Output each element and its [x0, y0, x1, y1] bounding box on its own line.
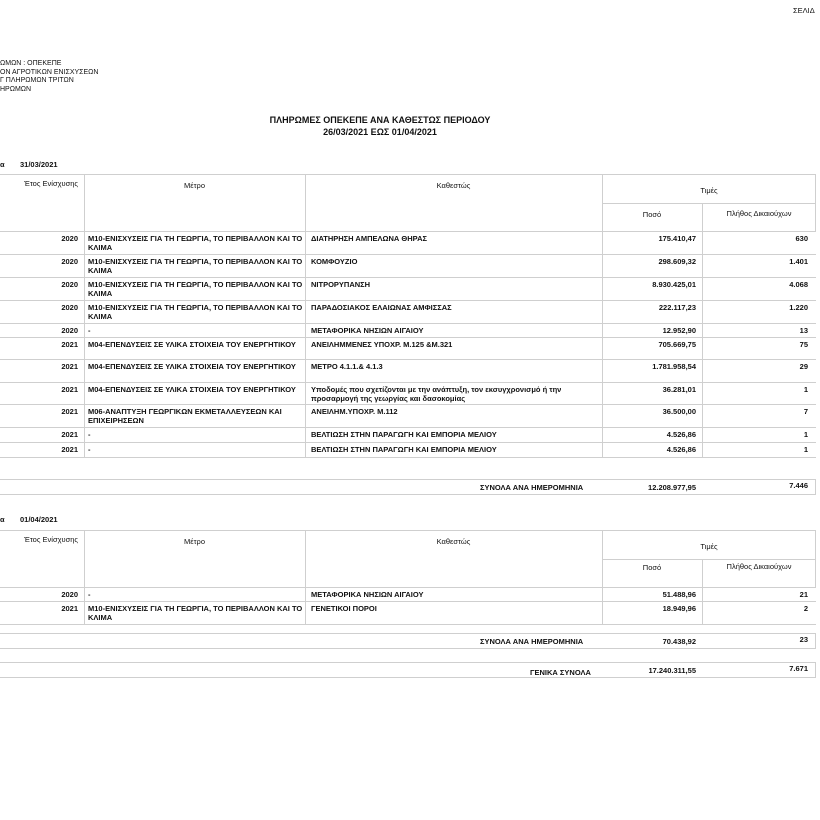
- cell-status: ΝΙΤΡΟΡΥΠΑΝΣΗ: [311, 280, 371, 289]
- cell-metro: -: [88, 590, 91, 599]
- table-row: [0, 602, 816, 625]
- cell-metro: Μ04-ΕΠΕΝΔΥΣΕΙΣ ΣΕ ΥΛΙΚΑ ΣΤΟΙΧΕΙΑ ΤΟΥ ΕΝΕΡΓΗΤΙΚΟΥ: [88, 385, 296, 394]
- cell-status: ΔΙΑΤΗΡΗΣΗ ΑΜΠΕΛΩΝΑ ΘΗΡΑΣ: [311, 234, 428, 243]
- cell-amount: 175.410,47: [658, 234, 696, 243]
- page-label: ΣΕΛΙΔ: [793, 6, 815, 15]
- cell-year: 2021: [61, 430, 78, 439]
- cell-amount: 51.488,96: [662, 590, 696, 599]
- cell-status: ΒΕΛΤΙΩΣΗ ΣΤΗΝ ΠΑΡΑΓΩΓΗ ΚΑΙ ΕΜΠΟΡΙΑ ΜΕΛΙΟΥ: [311, 445, 497, 454]
- date-total-label: ΣΥΝΟΛΑ ΑΝΑ ΗΜΕΡΟΜΗΝΙΑ: [480, 637, 584, 646]
- grand-total-label: ΓΕΝΙΚΑ ΣΥΝΟΛΑ: [530, 668, 591, 677]
- cell-status: ΜΕΤΑΦΟΡΙΚΑ ΝΗΣΙΩΝ ΑΙΓΑΙΟΥ: [311, 326, 424, 335]
- col-year: Έτος Ενίσχυσης: [23, 179, 79, 188]
- cell-amount: 18.949,96: [662, 604, 696, 613]
- cell-beneficiaries: 7: [803, 407, 808, 416]
- cell-amount: 4.526,86: [666, 445, 696, 454]
- table-body: [0, 232, 816, 458]
- cell-year: 2021: [61, 445, 78, 454]
- cell-beneficiaries: 4.068: [789, 280, 808, 289]
- table-header: [0, 530, 816, 588]
- section-date-prefix: α: [0, 515, 5, 524]
- cell-status: ΠΑΡΑΔΟΣΙΑΚΟΣ ΕΛΑΙΩΝΑΣ ΑΜΦΙΣΣΑΣ: [311, 303, 452, 312]
- date-total-amount: 12.208.977,95: [648, 483, 696, 492]
- cell-metro: -: [88, 430, 91, 439]
- col-beneficiaries: Πλήθος Δικαιούχων: [726, 209, 792, 218]
- cell-amount: 36.500,00: [662, 407, 696, 416]
- cell-amount: 1.781.958,54: [652, 362, 696, 371]
- date-total-row: [0, 479, 816, 495]
- date-total-label: ΣΥΝΟΛΑ ΑΝΑ ΗΜΕΡΟΜΗΝΙΑ: [480, 483, 584, 492]
- cell-amount: 705.669,75: [658, 340, 696, 349]
- cell-metro: -: [88, 326, 91, 335]
- table-row: [0, 324, 816, 338]
- cell-beneficiaries: 13: [799, 326, 808, 335]
- cell-amount: 4.526,86: [666, 430, 696, 439]
- cell-status: ΑΝΕΙΛΗΜΜΕΝΕΣ ΥΠΟΧΡ. Μ.125 &Μ.321: [311, 340, 453, 349]
- col-year: Έτος Ενίσχυσης: [23, 535, 79, 544]
- cell-amount: 36.281,01: [662, 385, 696, 394]
- table-row: [0, 232, 816, 255]
- cell-amount: 222.117,23: [658, 303, 696, 312]
- cell-beneficiaries: 21: [799, 590, 808, 599]
- org-header-line: Γ ΠΛΗΡΩΜΩΝ ΤΡΙΤΩΝ: [0, 77, 74, 85]
- cell-year: 2021: [61, 385, 78, 394]
- cell-amount: 8.930.425,01: [652, 280, 696, 289]
- cell-metro: Μ10-ΕΝΙΣΧΥΣΕΙΣ ΓΙΑ ΤΗ ΓΕΩΡΓΙΑ, ΤΟ ΠΕΡΙΒΑΛΛΟΝ ΚΑΙ ΤΟ ΚΛΙΜΑ: [88, 303, 303, 322]
- col-values: Τιμές: [700, 542, 718, 551]
- cell-metro: Μ06-ΑΝΑΠΤΥΞΗ ΓΕΩΡΓΙΚΩΝ ΕΚΜΕΤΑΛΛΕΥΣΕΩΝ ΚΑΙ ΕΠΙΧΕΙΡΗΣΕΩΝ: [88, 407, 282, 426]
- table-header: [0, 174, 816, 232]
- cell-beneficiaries: 2: [803, 604, 808, 613]
- cell-metro: Μ04-ΕΠΕΝΔΥΣΕΙΣ ΣΕ ΥΛΙΚΑ ΣΤΟΙΧΕΙΑ ΤΟΥ ΕΝΕΡΓΗΤΙΚΟΥ: [88, 362, 296, 371]
- section-date: 31/03/2021: [20, 160, 58, 169]
- cell-amount: 298.609,32: [658, 257, 696, 266]
- table-row: [0, 255, 816, 278]
- col-metro: Μέτρο: [184, 537, 205, 546]
- section-date: 01/04/2021: [20, 515, 58, 524]
- grand-total-amount: 17.240.311,55: [648, 666, 696, 675]
- grand-total-count: 7.671: [789, 664, 808, 673]
- cell-status: ΒΕΛΤΙΩΣΗ ΣΤΗΝ ΠΑΡΑΓΩΓΗ ΚΑΙ ΕΜΠΟΡΙΑ ΜΕΛΙΟΥ: [311, 430, 497, 439]
- col-beneficiaries: Πλήθος Δικαιούχων: [726, 562, 792, 571]
- cell-metro: Μ04-ΕΠΕΝΔΥΣΕΙΣ ΣΕ ΥΛΙΚΑ ΣΤΟΙΧΕΙΑ ΤΟΥ ΕΝΕΡΓΗΤΙΚΟΥ: [88, 340, 296, 349]
- col-metro: Μέτρο: [184, 181, 205, 190]
- report-period: 26/03/2021 ΕΩΣ 01/04/2021: [323, 127, 437, 137]
- section-date-prefix: α: [0, 160, 5, 169]
- cell-metro: Μ10-ΕΝΙΣΧΥΣΕΙΣ ΓΙΑ ΤΗ ΓΕΩΡΓΙΑ, ΤΟ ΠΕΡΙΒΑΛΛΟΝ ΚΑΙ ΤΟ ΚΛΙΜΑ: [88, 234, 303, 253]
- cell-status: ΜΕΤΡΟ 4.1.1.& 4.1.3: [311, 362, 383, 371]
- table-row: [0, 338, 816, 360]
- cell-beneficiaries: 1.401: [789, 257, 808, 266]
- org-header-line: ΟΝ ΑΓΡΟΤΙΚΩΝ ΕΝΙΣΧΥΣΕΩΝ: [0, 68, 99, 76]
- cell-metro: Μ10-ΕΝΙΣΧΥΣΕΙΣ ΓΙΑ ΤΗ ΓΕΩΡΓΙΑ, ΤΟ ΠΕΡΙΒΑΛΛΟΝ ΚΑΙ ΤΟ ΚΛΙΜΑ: [88, 604, 303, 623]
- table-row: [0, 443, 816, 458]
- table-row: [0, 383, 816, 405]
- cell-year: 2020: [61, 280, 78, 289]
- table-row: [0, 278, 816, 301]
- cell-beneficiaries: 29: [799, 362, 808, 371]
- cell-metro: Μ10-ΕΝΙΣΧΥΣΕΙΣ ΓΙΑ ΤΗ ΓΕΩΡΓΙΑ, ΤΟ ΠΕΡΙΒΑΛΛΟΝ ΚΑΙ ΤΟ ΚΛΙΜΑ: [88, 280, 303, 299]
- cell-year: 2020: [61, 234, 78, 243]
- cell-beneficiaries: 1: [803, 385, 808, 394]
- org-header-line: ΗΡΩΜΩΝ: [0, 85, 32, 93]
- date-total-count: 7.446: [789, 481, 808, 490]
- cell-year: 2021: [61, 604, 78, 613]
- col-status: Καθεστώς: [436, 181, 471, 190]
- date-total-count: 23: [799, 635, 808, 644]
- table-row: [0, 301, 816, 324]
- payments-table: [0, 174, 816, 458]
- cell-year: 2020: [61, 326, 78, 335]
- cell-status: ΑΝΕΙΛΗΜ.ΥΠΟΧΡ. Μ.112: [311, 407, 398, 416]
- cell-beneficiaries: 1.220: [789, 303, 808, 312]
- col-amount: Ποσό: [642, 210, 662, 219]
- date-total-row: [0, 633, 816, 649]
- table-row: [0, 360, 816, 383]
- table-row: [0, 428, 816, 443]
- cell-status: Υποδομές που σχετίζονται με την ανάπτυξη, τον εκσυγχρονισμό ή την προσαρμογή της γεωργίας και δασοκομίας: [311, 385, 562, 404]
- cell-amount: 12.952,90: [662, 326, 696, 335]
- cell-beneficiaries: 1: [803, 445, 808, 454]
- org-header: [0, 60, 98, 94]
- org-header-line: ΩΜΩΝ : ΟΠΕΚΕΠΕ: [0, 60, 62, 67]
- cell-metro: Μ10-ΕΝΙΣΧΥΣΕΙΣ ΓΙΑ ΤΗ ΓΕΩΡΓΙΑ, ΤΟ ΠΕΡΙΒΑΛΛΟΝ ΚΑΙ ΤΟ ΚΛΙΜΑ: [88, 257, 303, 276]
- cell-status: ΚΟΜΦΟΥΖΙΟ: [311, 257, 358, 266]
- report-title: ΠΛΗΡΩΜΕΣ ΟΠΕΚΕΠΕ ΑΝΑ ΚΑΘΕΣΤΩΣ ΠΕΡΙΟΔΟΥ: [269, 115, 491, 125]
- cell-beneficiaries: 75: [799, 340, 808, 349]
- table-body: [0, 588, 816, 625]
- cell-status: ΜΕΤΑΦΟΡΙΚΑ ΝΗΣΙΩΝ ΑΙΓΑΙΟΥ: [311, 590, 424, 599]
- cell-year: 2021: [61, 407, 78, 416]
- cell-year: 2020: [61, 590, 78, 599]
- table-row: [0, 588, 816, 602]
- cell-status: ΓΕΝΕΤΙΚΟΙ ΠΟΡΟΙ: [311, 604, 377, 613]
- col-status: Καθεστώς: [436, 537, 471, 546]
- grand-total-row: [0, 662, 816, 678]
- col-amount: Ποσό: [642, 563, 662, 572]
- cell-metro: -: [88, 445, 91, 454]
- cell-beneficiaries: 630: [795, 234, 808, 243]
- table-row: [0, 405, 816, 428]
- date-total-amount: 70.438,92: [662, 637, 696, 646]
- cell-year: 2020: [61, 257, 78, 266]
- cell-year: 2021: [61, 340, 78, 349]
- cell-year: 2020: [61, 303, 78, 312]
- cell-beneficiaries: 1: [803, 430, 808, 439]
- col-values: Τιμές: [700, 186, 718, 195]
- payments-table: [0, 530, 816, 625]
- cell-year: 2021: [61, 362, 78, 371]
